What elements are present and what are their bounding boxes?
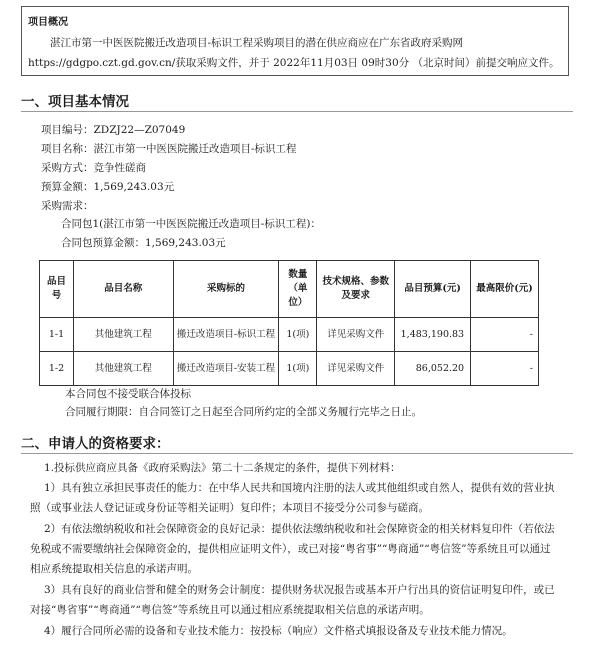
table-row xyxy=(40,352,539,386)
cell-quantity: 1(项) xyxy=(279,352,317,386)
cell-subject: 搬迁改造项目-安装工程 xyxy=(173,352,279,386)
requirement-intro: 1.投标供应商应具备《政府采购法》第二十二条规定的条件，提供下列材料： xyxy=(44,462,401,474)
contract-period: 合同履行期限：自合同签订之日起至合同所约定的全部义务履行完毕之日止。 xyxy=(65,406,422,418)
cell-item-budget: 86,052.20 xyxy=(395,352,471,386)
no-union-notice: 本合同包不接受联合体投标 xyxy=(65,388,191,400)
cell-max-price: - xyxy=(471,352,539,386)
package-budget: 合同包预算金额：1,569,243.03元 xyxy=(61,237,226,249)
project-number: 项目编号：ZDZJ22—Z07049 xyxy=(41,124,186,136)
cell-item-no: 1-1 xyxy=(40,318,74,352)
procurement-demand: 采购需求： xyxy=(41,200,94,212)
procurement-items-table xyxy=(39,260,539,386)
cell-subject: 搬迁改造项目-标识工程 xyxy=(173,318,279,352)
procurement-method: 采购方式：竞争性磋商 xyxy=(41,162,146,174)
cell-item-budget: 1,483,190.83 xyxy=(395,318,471,352)
header-specs: 技术规格、参数及要求 xyxy=(317,261,395,318)
project-overview-box xyxy=(21,6,569,76)
section1-heading: 一、项目基本情况 xyxy=(21,94,129,110)
cell-specs: 详见采购文件 xyxy=(317,318,395,352)
cell-max-price: - xyxy=(471,318,539,352)
requirement-1: 1）具有独立承担民事责任的能力：在中华人民共和国境内注册的法人或其他组织或自然人，提供有效的营业执照（或事业法人登记证或身份证等相关证明）复印件；本项目不接受分公司参与磋商。 xyxy=(30,482,555,514)
header-item-budget: 品目预算(元) xyxy=(395,261,471,318)
section1-divider xyxy=(21,111,573,112)
cell-specs: 详见采购文件 xyxy=(317,352,395,386)
requirement-2: 2）有依法缴纳税收和社会保障资金的良好记录：提供依法缴纳税收和社会保障资金的相关材料复印件（若依法免税或不需要缴纳社会保障资金的，提供相应证明文件），或已对接“粤省事”“粤商通”“粤信签”等系统且可以通过相应系统提取相关信息的承诺声明。 xyxy=(30,523,555,575)
section2-heading: 二、申请人的资格要求： xyxy=(21,436,170,452)
cell-item-no: 1-2 xyxy=(40,352,74,386)
contract-package: 合同包1(湛江市第一中医医院搬迁改造项目-标识工程)： xyxy=(61,218,321,230)
cell-quantity: 1(项) xyxy=(279,318,317,352)
header-quantity: 数量（单位） xyxy=(279,261,317,318)
header-max-price: 最高限价(元) xyxy=(471,261,539,318)
section2-divider xyxy=(21,453,573,454)
project-name: 项目名称：湛江市第一中医医院搬迁改造项目-标识工程 xyxy=(41,143,297,155)
table-header-row xyxy=(40,261,539,318)
header-item-no: 品目号 xyxy=(40,261,74,318)
table-row xyxy=(40,318,539,352)
requirement-3: 3）具有良好的商业信誉和健全的财务会计制度：提供财务状况报告或基本开户行出具的资信证明复印件，或已对接“粤省事”“粤商通”“粤信签”等系统且可以通过相应系统提取相关信息的承诺声明。 xyxy=(30,584,555,616)
overview-title: 项目概况 xyxy=(28,17,68,28)
cell-item-name: 其他建筑工程 xyxy=(73,352,173,386)
budget-amount: 预算金额：1,569,243.03元 xyxy=(41,181,175,193)
header-item-name: 品目名称 xyxy=(73,261,173,318)
overview-text: 湛江市第一中医医院搬迁改造项目-标识工程采购项目的潜在供应商应在广东省政府采购网https://gdgpo.czt.gd.gov.cn/获取采购文件，并于 2022年11月03日 09时30分 （北京时间）前提交响应文件。 xyxy=(28,37,560,69)
header-subject: 采购标的 xyxy=(173,261,279,318)
cell-item-name: 其他建筑工程 xyxy=(73,318,173,352)
requirement-4: 4）履行合同所必需的设备和专业技术能力：按投标（响应）文件格式填报设备及专业技术能力情况。 xyxy=(44,625,513,637)
